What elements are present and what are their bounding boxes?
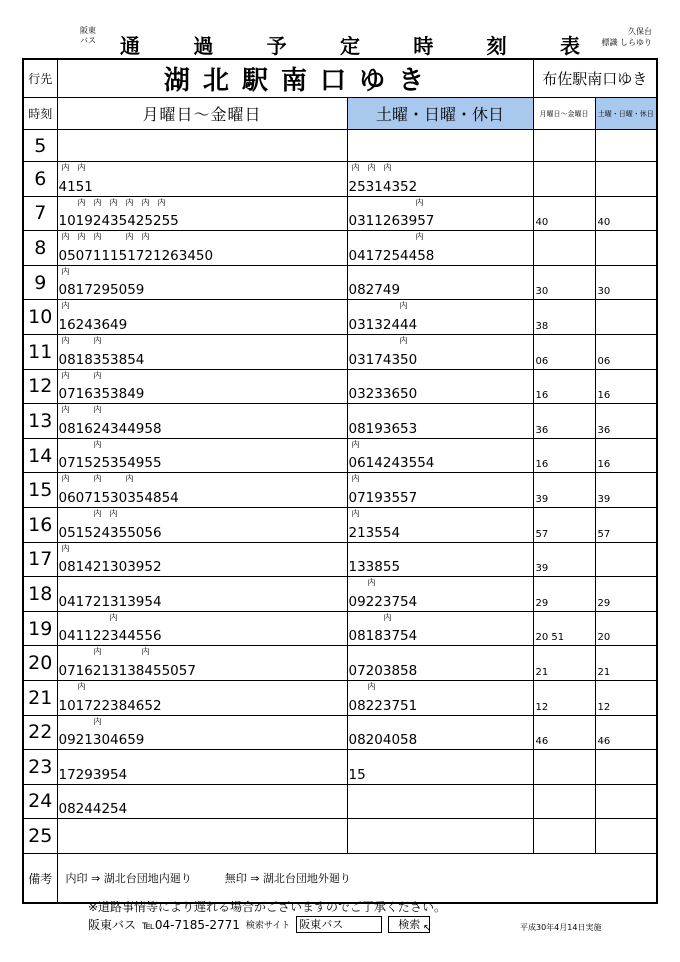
hour-cell: 6	[23, 162, 57, 197]
inner-route-mark: 内	[93, 716, 102, 726]
hour-cell: 22	[23, 715, 57, 750]
footer-contact	[88, 916, 430, 933]
sub-weekday-cell	[533, 611, 595, 646]
sub-weekday-cell	[533, 507, 595, 542]
minutes: 08193653	[348, 420, 418, 437]
sub-weekday-cell	[533, 577, 595, 612]
hour-row	[23, 334, 657, 369]
minutes: 08244254	[58, 801, 128, 818]
inner-route-mark: 内	[415, 232, 424, 242]
weekday-header: 月曜日～金曜日	[57, 98, 347, 130]
destination-sub: 布佐駅南口ゆき	[533, 59, 657, 98]
sub-weekday-cell	[533, 473, 595, 508]
weekday-minutes-cell	[57, 162, 347, 197]
timetable	[22, 58, 658, 904]
weekend-minutes-cell	[347, 404, 533, 439]
hour-row	[23, 542, 657, 577]
weekend-minutes-cell	[347, 265, 533, 300]
sub-weekend-cell	[595, 680, 657, 715]
weekday-minutes-cell	[57, 438, 347, 473]
sub-weekend-cell	[595, 819, 657, 854]
inner-route-mark: 内	[399, 301, 408, 311]
weekday-minutes-cell	[57, 646, 347, 681]
sub-weekday-cell	[533, 265, 595, 300]
search-label: 検索サイト	[245, 921, 291, 931]
sub-minutes: 21	[535, 666, 549, 678]
inner-route-mark: 内	[351, 163, 360, 172]
minutes: 133855	[348, 559, 401, 576]
minutes: 0311263957	[348, 213, 435, 230]
minutes: 08223751	[348, 697, 418, 714]
weekend-minutes-cell	[347, 369, 533, 404]
hour-row	[23, 473, 657, 508]
minutes: 03233650	[348, 386, 418, 403]
dest-label: 行先	[23, 59, 57, 98]
sub-minutes: 30	[535, 286, 549, 298]
minutes: 082749	[348, 282, 401, 299]
weekday-minutes-cell	[57, 300, 347, 335]
hour-cell: 17	[23, 542, 57, 577]
inner-route-mark: 内	[77, 197, 86, 207]
hour-cell: 8	[23, 231, 57, 266]
destination-row	[23, 59, 657, 98]
inner-route-mark: 内	[77, 232, 86, 242]
weekday-minutes-cell	[57, 369, 347, 404]
sub-weekend-cell	[595, 334, 657, 369]
minutes: 0818353854	[58, 351, 145, 368]
sub-minutes: 39	[535, 493, 549, 505]
hour-row	[23, 369, 657, 404]
weekend-minutes-cell	[347, 577, 533, 612]
weekday-minutes-cell	[57, 265, 347, 300]
hour-cell: 20	[23, 646, 57, 681]
sub-weekday-cell	[533, 542, 595, 577]
sub-weekend-cell	[595, 646, 657, 681]
sub-minutes: 06	[535, 355, 549, 367]
inner-route-mark: 内	[351, 439, 360, 449]
hour-cell: 15	[23, 473, 57, 508]
note-text: 内印 ⇒ 湖北台団地内廻り 無印 ⇒ 湖北台団地外廻り	[57, 853, 657, 903]
sub-weekend-cell	[595, 784, 657, 819]
hour-cell: 11	[23, 334, 57, 369]
stop-label: 標識	[601, 38, 618, 47]
hour-row	[23, 715, 657, 750]
minutes: 101722384652	[58, 697, 162, 714]
minutes: 10192435425255	[58, 213, 179, 230]
notice: ※道路事情等により遅れる場合がございますのでご了承ください。	[88, 900, 447, 914]
weekend-minutes-cell	[347, 231, 533, 266]
sub-minutes: 16	[535, 459, 549, 471]
inner-route-mark: 内	[93, 474, 102, 484]
phone-number: ℡04-7185-2771	[142, 917, 240, 932]
inner-route-mark: 内	[61, 232, 70, 242]
company-tag	[80, 26, 96, 46]
inner-route-mark: 内	[415, 197, 424, 207]
minutes: 213554	[348, 524, 401, 541]
weekday-minutes-cell	[57, 784, 347, 819]
sub-minutes: 39	[535, 563, 549, 575]
hour-row	[23, 646, 657, 681]
sub-weekday-cell	[533, 300, 595, 335]
inner-route-mark: 内	[93, 370, 102, 380]
inner-route-mark: 内	[141, 647, 150, 657]
minutes: 03174350	[348, 351, 418, 368]
title-char: 定	[339, 34, 360, 58]
sub-weekend-cell	[595, 404, 657, 439]
weekday-minutes-cell	[57, 231, 347, 266]
inner-route-mark: 内	[109, 197, 118, 207]
sub-weekend-cell	[595, 231, 657, 266]
weekend-minutes-cell	[347, 750, 533, 785]
sub-minutes: 06	[597, 355, 611, 367]
inner-route-mark: 内	[61, 474, 70, 484]
minutes: 071525354955	[58, 455, 162, 472]
minutes: 081421303952	[58, 559, 162, 576]
inner-route-mark: 内	[157, 197, 166, 207]
inner-route-mark: 内	[93, 232, 102, 242]
title-char: 時	[413, 34, 434, 58]
hour-row	[23, 130, 657, 162]
weekend-small-header: 土曜・日曜・休日	[595, 98, 657, 130]
note-label: 備考	[23, 853, 57, 903]
note-row	[23, 853, 657, 903]
inner-route-mark: 内	[383, 163, 392, 172]
hour-cell: 13	[23, 404, 57, 439]
title-char: 刻	[486, 34, 507, 58]
sub-weekend-cell	[595, 438, 657, 473]
day-header-row	[23, 98, 657, 130]
sub-weekday-cell	[533, 819, 595, 854]
weekend-header: 土曜・日曜・休日	[347, 98, 533, 130]
inner-route-mark: 内	[61, 301, 70, 311]
weekday-minutes-cell	[57, 750, 347, 785]
sub-minutes: 20	[597, 632, 611, 644]
sub-weekend-cell	[595, 507, 657, 542]
minutes: 15	[348, 766, 366, 783]
hour-cell: 18	[23, 577, 57, 612]
weekday-minutes-cell	[57, 404, 347, 439]
sub-weekday-cell	[533, 162, 595, 197]
weekend-minutes-cell	[347, 542, 533, 577]
sub-weekday-cell	[533, 369, 595, 404]
sub-minutes: 40	[597, 217, 611, 229]
destination: 湖 北 駅 南 口 ゆ き	[57, 59, 533, 98]
minutes: 0716353849	[58, 386, 145, 403]
hour-cell: 21	[23, 680, 57, 715]
minutes: 25314352	[348, 178, 418, 195]
weekend-minutes-cell	[347, 196, 533, 231]
weekday-minutes-cell	[57, 577, 347, 612]
inner-route-mark: 内	[367, 578, 376, 588]
sub-minutes: 29	[597, 597, 611, 609]
minutes: 050711151721263450	[58, 247, 214, 264]
sub-minutes: 30	[597, 286, 611, 298]
minutes: 041721313954	[58, 593, 162, 610]
sub-minutes: 16	[597, 459, 611, 471]
company-line2: バス	[80, 36, 96, 45]
inner-route-mark: 内	[367, 681, 376, 691]
weekend-minutes-cell	[347, 334, 533, 369]
weekend-minutes-cell	[347, 438, 533, 473]
inner-route-mark: 内	[61, 335, 70, 345]
inner-route-mark: 内	[141, 197, 150, 207]
hour-row	[23, 196, 657, 231]
weekday-minutes-cell	[57, 715, 347, 750]
inner-route-mark: 内	[351, 474, 360, 484]
sub-minutes: 36	[535, 424, 549, 436]
inner-route-mark: 内	[367, 163, 376, 172]
hour-cell: 16	[23, 507, 57, 542]
inner-route-mark: 内	[61, 405, 70, 415]
hour-row	[23, 300, 657, 335]
minutes: 0614243554	[348, 455, 435, 472]
stop-reading: しらゆり	[620, 38, 652, 47]
inner-route-mark: 内	[351, 508, 360, 518]
sub-weekend-cell	[595, 750, 657, 785]
hour-row	[23, 507, 657, 542]
sub-weekend-cell	[595, 162, 657, 197]
weekday-minutes-cell	[57, 334, 347, 369]
sub-weekend-cell	[595, 542, 657, 577]
weekend-minutes-cell	[347, 473, 533, 508]
title-area	[0, 0, 680, 58]
hour-cell: 23	[23, 750, 57, 785]
sub-weekend-cell	[595, 611, 657, 646]
minutes: 06071530354854	[58, 489, 179, 506]
weekday-minutes-cell	[57, 819, 347, 854]
weekend-minutes-cell	[347, 611, 533, 646]
hour-row	[23, 404, 657, 439]
inner-route-mark: 内	[125, 474, 134, 484]
inner-route-mark: 内	[93, 405, 102, 415]
hour-row	[23, 438, 657, 473]
inner-route-mark: 内	[109, 612, 118, 622]
weekend-minutes-cell	[347, 819, 533, 854]
inner-route-mark: 内	[93, 335, 102, 345]
sub-weekday-cell	[533, 334, 595, 369]
sub-minutes: 46	[535, 736, 549, 748]
minutes: 17293954	[58, 766, 128, 783]
inner-route-mark: 内	[125, 197, 134, 207]
sub-minutes: 36	[597, 424, 611, 436]
minutes: 0921304659	[58, 732, 145, 749]
minutes	[348, 852, 533, 853]
hour-cell: 12	[23, 369, 57, 404]
weekday-minutes-cell	[57, 611, 347, 646]
weekday-minutes-cell	[57, 542, 347, 577]
page-title	[120, 30, 580, 59]
minutes: 08204058	[348, 732, 418, 749]
minutes: 051524355056	[58, 524, 162, 541]
inner-route-mark: 内	[61, 266, 70, 276]
weekend-minutes-cell	[347, 162, 533, 197]
minutes: 041122344556	[58, 628, 162, 645]
effective-date: 平成30年4月14日実施	[520, 923, 602, 932]
hour-cell: 14	[23, 438, 57, 473]
stop-name: 久保台	[628, 27, 652, 36]
sub-minutes: 12	[597, 701, 611, 713]
hour-row	[23, 265, 657, 300]
sub-weekend-cell	[595, 715, 657, 750]
hour-cell: 5	[23, 130, 57, 162]
inner-route-mark: 内	[77, 681, 86, 691]
inner-route-mark: 内	[77, 163, 86, 172]
hour-row	[23, 231, 657, 266]
hour-row	[23, 611, 657, 646]
search-button[interactable]	[388, 916, 430, 933]
weekday-minutes-cell	[57, 473, 347, 508]
sub-weekday-cell	[533, 646, 595, 681]
hour-label: 時刻	[23, 98, 57, 130]
title-char: 表	[559, 34, 580, 58]
sub-weekday-cell	[533, 404, 595, 439]
weekend-minutes-cell	[347, 130, 533, 162]
sub-minutes: 40	[535, 217, 549, 229]
hour-cell: 10	[23, 300, 57, 335]
sub-minutes: 39	[597, 493, 611, 505]
hour-cell: 9	[23, 265, 57, 300]
weekend-minutes-cell	[347, 507, 533, 542]
sub-minutes: 46	[597, 736, 611, 748]
weekend-minutes-cell	[347, 680, 533, 715]
sub-weekday-cell	[533, 130, 595, 162]
minutes: 07193557	[348, 489, 418, 506]
weekend-minutes-cell	[347, 715, 533, 750]
minutes: 03132444	[348, 316, 418, 333]
inner-route-mark: 内	[109, 508, 118, 518]
sub-weekday-cell	[533, 784, 595, 819]
inner-route-mark: 内	[61, 543, 70, 553]
sub-minutes: 29	[535, 597, 549, 609]
minutes: 08183754	[348, 628, 418, 645]
sub-minutes: 57	[535, 528, 549, 540]
company-line1: 阪東	[80, 26, 96, 35]
minutes: 09223754	[348, 593, 418, 610]
stop-tag	[588, 26, 652, 48]
sub-weekend-cell	[595, 130, 657, 162]
inner-route-mark: 内	[93, 439, 102, 449]
sub-weekend-cell	[595, 300, 657, 335]
inner-route-mark: 内	[383, 612, 392, 622]
sub-minutes: 16	[535, 390, 549, 402]
weekday-small-header: 月曜日～金曜日	[533, 98, 595, 130]
hour-row	[23, 784, 657, 819]
weekend-minutes-cell	[347, 784, 533, 819]
sub-weekday-cell	[533, 750, 595, 785]
inner-route-mark: 内	[61, 163, 70, 172]
sub-minutes: 16	[597, 390, 611, 402]
sub-weekday-cell	[533, 680, 595, 715]
hour-row	[23, 680, 657, 715]
sub-weekend-cell	[595, 196, 657, 231]
minutes: 07203858	[348, 662, 418, 679]
minutes	[58, 852, 347, 853]
cursor-icon: ↖	[422, 923, 432, 934]
title-char: 過	[193, 34, 214, 58]
weekday-minutes-cell	[57, 680, 347, 715]
minutes: 0417254458	[348, 247, 435, 264]
weekend-minutes-cell	[347, 300, 533, 335]
inner-route-mark: 内	[141, 232, 150, 242]
sub-weekend-cell	[595, 265, 657, 300]
inner-route-mark: 内	[125, 232, 134, 242]
hour-cell: 25	[23, 819, 57, 854]
weekday-minutes-cell	[57, 507, 347, 542]
weekday-minutes-cell	[57, 130, 347, 162]
hour-row	[23, 577, 657, 612]
minutes: 0716213138455057	[58, 662, 196, 679]
hour-row	[23, 819, 657, 854]
title-char: 通	[120, 34, 140, 58]
minutes: 4151	[58, 178, 93, 195]
company-name: 阪東バス	[88, 918, 137, 932]
sub-minutes: 20 51	[535, 632, 565, 644]
sub-weekday-cell	[533, 715, 595, 750]
hour-cell: 19	[23, 611, 57, 646]
sub-minutes: 38	[535, 320, 549, 332]
search-input[interactable]: 阪東バス	[296, 916, 382, 933]
title-char: 予	[266, 34, 287, 58]
sub-weekday-cell	[533, 438, 595, 473]
inner-route-mark: 内	[61, 370, 70, 380]
sub-minutes: 12	[535, 701, 549, 713]
sub-weekday-cell	[533, 196, 595, 231]
inner-route-mark: 内	[93, 197, 102, 207]
hour-row	[23, 162, 657, 197]
minutes: 0817295059	[58, 282, 145, 299]
sub-weekday-cell	[533, 231, 595, 266]
hour-cell: 24	[23, 784, 57, 819]
sub-weekend-cell	[595, 473, 657, 508]
sub-minutes: 21	[597, 666, 611, 678]
sub-weekend-cell	[595, 577, 657, 612]
minutes: 16243649	[58, 316, 128, 333]
search-button-label: 検索	[398, 918, 421, 931]
inner-route-mark: 内	[93, 508, 102, 518]
weekend-minutes-cell	[347, 646, 533, 681]
inner-route-mark: 内	[399, 335, 408, 345]
weekday-minutes-cell	[57, 196, 347, 231]
sub-minutes: 57	[597, 528, 611, 540]
hour-row	[23, 750, 657, 785]
sub-weekend-cell	[595, 369, 657, 404]
hour-cell: 7	[23, 196, 57, 231]
inner-route-mark: 内	[93, 647, 102, 657]
minutes: 081624344958	[58, 420, 162, 437]
